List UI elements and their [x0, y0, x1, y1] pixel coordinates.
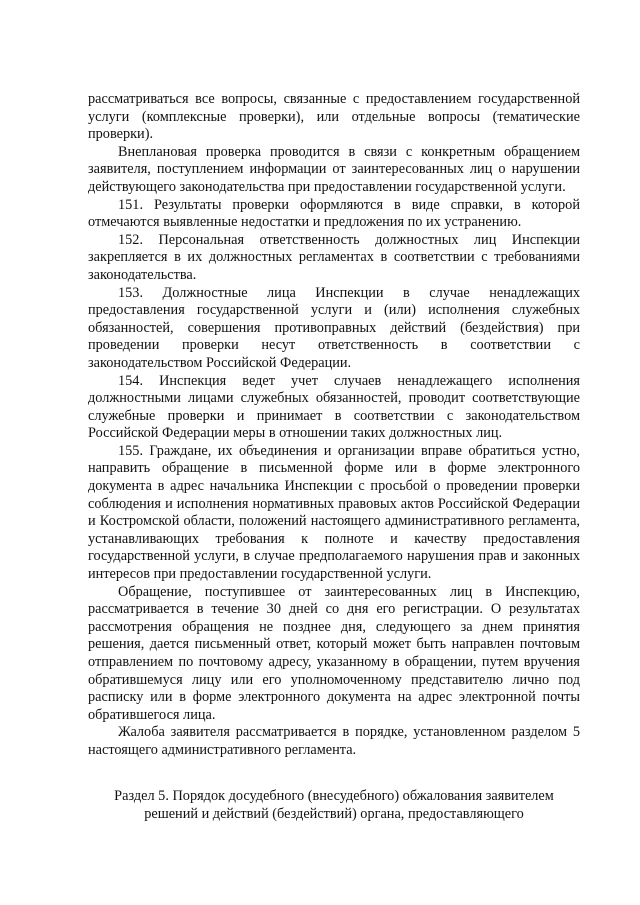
paragraph-155: 155. Граждане, их объединения и организации вправе обратиться устно, направить обращение в письменной форме или в форме электронного документа в адрес начальника Инспекции с просьбой о проведении проверки соблюдения и исполнения нормативных правовых актов Российской Федерации и Костромской области, положений настоящего административного регламента, устанавливающих требования к полноте и качеству предоставления государственной услуги, в случае предполагаемого нарушения прав и законных интересов при предоставлении государственной услуги.: [88, 442, 580, 583]
section-heading: [88, 787, 580, 823]
paragraph-152: 152. Персональная ответственность должностных лиц Инспекции закрепляется в их должностных регламентах в соответствии с требованиями законодательства.: [88, 231, 580, 283]
paragraph-continuation: рассматриваться все вопросы, связанные с предоставлением государственной услуги (комплексные проверки), или отдельные вопросы (тематические проверки).: [88, 91, 580, 143]
paragraph-unscheduled-inspection: Внеплановая проверка проводится в связи с конкретным обращением заявителя, поступлением информации от заинтересованных лиц о нарушении действующего законодательства при предоставлении государственной услуги.: [88, 143, 580, 195]
paragraph-151: 151. Результаты проверки оформляются в виде справки, в которой отмечаются выявленные недостатки и предложения по их устранению.: [88, 196, 580, 231]
paragraph-complaint: Жалоба заявителя рассматривается в порядке, установленном разделом 5 настоящего административного регламента.: [88, 724, 580, 758]
section-heading-line-1: Раздел 5. Порядок досудебного (внесудебного) обжалования заявителем: [114, 787, 554, 804]
paragraph-appeal-review: Обращение, поступившее от заинтересованных лиц в Инспекцию, рассматривается в течение 30 дней со дня его регистрации. О результатах рассмотрения обращения не позднее дня, следующего за днем принятия решения, дается письменный ответ, который может быть направлен почтовым отправлением по почтовому адресу, указанному в обращении, путем вручения обратившемуся лицу или его уполномоченному представителю лично под расписку или в форме электронного документа на адрес электронной почты обратившегося лица.: [88, 583, 580, 723]
section-heading-line-2: решений и действий (бездействий) органа, предоставляющего: [144, 805, 524, 822]
paragraph-154: 154. Инспекция ведет учет случаев ненадлежащего исполнения должностными лицами служебных обязанностей, проводит соответствующие служебные проверки и принимает в соответствии с законодательством Российской Федерации меры в отношении таких должностных лиц.: [88, 372, 580, 442]
paragraph-153: 153. Должностные лица Инспекции в случае ненадлежащих предоставления государственной услуги и (или) исполнения служебных обязанностей, совершения противоправных действий (бездействия) при проведении проверки несут ответственность в соответствии с законодательством Российской Федерации.: [88, 284, 580, 371]
